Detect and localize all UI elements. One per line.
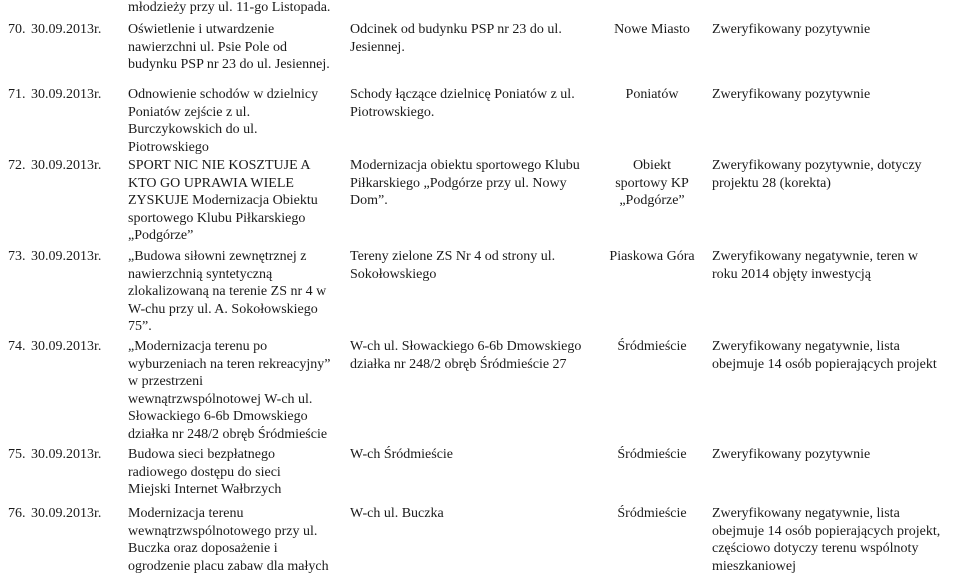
cell-date: 30.09.2013r. xyxy=(31,447,102,462)
cell-title: „Modernizacja terenu po wyburzeniach na teren rekreacyjny” w przestrzeni wewnątrzwspólnotowej W-ch ul. Słowackiego 6-6b Dmowskiego działka nr 248/2 obręb Śródmieście xyxy=(128,339,331,442)
cell-area: Nowe Miasto xyxy=(614,22,690,37)
cell-date: 30.09.2013r. xyxy=(31,249,102,264)
cell-area: Śródmieście xyxy=(617,447,687,462)
cell-result: Zweryfikowany negatywnie, lista obejmuje 14 osób popierających projekt, częściowo dotyczy terenu wspólnoty mieszkaniowej xyxy=(712,506,941,574)
cell-area: Obiekt sportowy KP „Podgórze” xyxy=(615,158,689,208)
cell-date: 30.09.2013r. xyxy=(31,22,102,37)
cell-number: 75. xyxy=(8,447,26,462)
cell-number: 70. xyxy=(8,22,26,37)
cell-location: W-ch Śródmieście xyxy=(350,447,454,462)
cell-location: W-ch ul. Buczka xyxy=(350,506,444,521)
cell-location: Schody łączące dzielnicę Poniatów z ul. Piotrowskiego. xyxy=(350,87,575,120)
cell-area: Śródmieście xyxy=(617,506,687,521)
cell-title: młodzieży przy ul. 11-go Listopada. xyxy=(128,0,331,15)
cell-date: 30.09.2013r. xyxy=(31,158,102,173)
cell-number: 76. xyxy=(8,506,26,521)
cell-number: 74. xyxy=(8,339,26,354)
cell-title: SPORT NIC NIE KOSZTUJE A KTO GO UPRAWIA WIELE ZYSKUJE Modernizacja Obiektu sportowego Klubu Piłkarskiego „Podgórze” xyxy=(128,158,318,243)
cell-location: Modernizacja obiektu sportowego Klubu Piłkarskiego „Podgórze przy ul. Nowy Dom”. xyxy=(350,158,580,208)
cell-area: Śródmieście xyxy=(617,339,687,354)
cell-title: Oświetlenie i utwardzenie nawierzchni ul. Psie Pole od budynku PSP nr 23 do ul. Jesiennej. xyxy=(128,22,330,72)
cell-location: Tereny zielone ZS Nr 4 od strony ul. Sokołowskiego xyxy=(350,249,556,282)
cell-number: 73. xyxy=(8,249,26,264)
cell-area: Piaskowa Góra xyxy=(609,249,695,264)
cell-date: 30.09.2013r. xyxy=(31,506,102,521)
cell-result: Zweryfikowany negatywnie, lista obejmuje 14 osób popierających projekt xyxy=(712,339,937,372)
cell-result: Zweryfikowany pozytywnie xyxy=(712,447,871,462)
cell-date: 30.09.2013r. xyxy=(31,87,102,102)
cell-result: Zweryfikowany pozytywnie xyxy=(712,87,871,102)
cell-result: Zweryfikowany negatywnie, teren w roku 2014 objęty inwestycją xyxy=(712,249,919,282)
cell-date: 30.09.2013r. xyxy=(31,339,102,354)
cell-number: 71. xyxy=(8,87,26,102)
cell-result: Zweryfikowany pozytywnie, dotyczy projektu 28 (korekta) xyxy=(712,158,922,191)
cell-title: Budowa sieci bezpłatnego radiowego dostępu do sieci Miejski Internet Wałbrzych xyxy=(128,447,282,497)
cell-result: Zweryfikowany pozytywnie xyxy=(712,22,871,37)
cell-title: Odnowienie schodów w dzielnicy Poniatów zejście z ul. Burczykowskich do ul. Piotrowskiego xyxy=(128,87,319,155)
cell-location: W-ch ul. Słowackiego 6-6b Dmowskiego działka nr 248/2 obręb Śródmieście 27 xyxy=(350,339,582,372)
cell-title: „Budowa siłowni zewnętrznej z nawierzchnią syntetyczną zlokalizowaną na terenie ZS nr 4 w W-chu przy ul. A. Sokołowskiego 75”. xyxy=(128,249,327,334)
cell-area: Poniatów xyxy=(625,87,679,102)
cell-title: Modernizacja terenu wewnątrzwspólnotowego przy ul. Buczka oraz doposażenie i ogrodzenie placu zabaw dla małych xyxy=(128,506,329,574)
cell-number: 72. xyxy=(8,158,26,173)
cell-location: Odcinek od budynku PSP nr 23 do ul. Jesiennej. xyxy=(350,22,562,55)
